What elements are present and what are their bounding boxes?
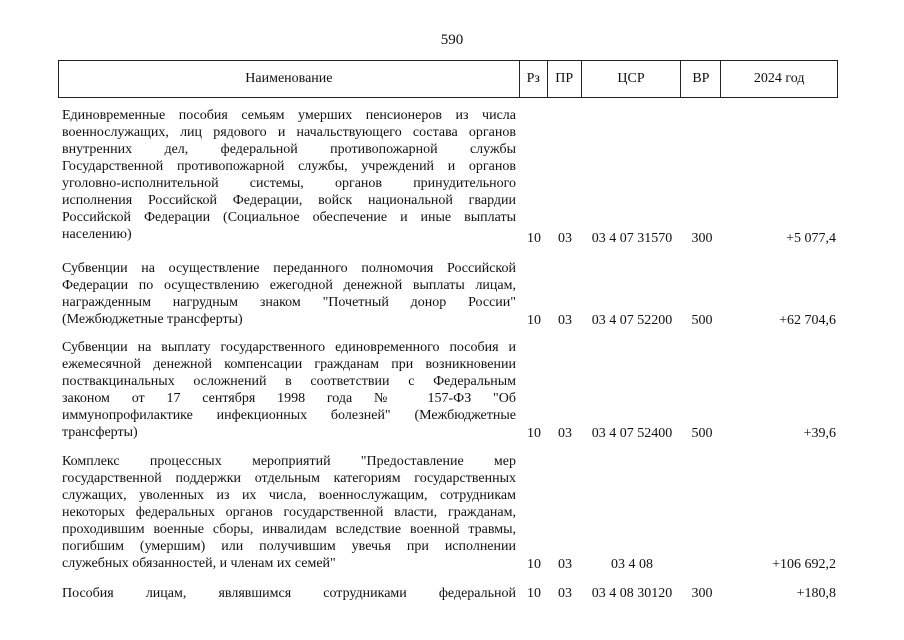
row-name-line: поствакцинальных осложнений в соответствии с Федеральным [62,374,516,389]
row-vr: 300 [691,231,713,246]
table-row [58,107,838,247]
row-rz: 10 [527,426,541,441]
row-pr: 03 [558,313,572,328]
table-header [58,60,838,98]
row-name-line: внутренних дел, федеральной противопожарной службы [62,142,516,157]
row-rz: 10 [527,557,541,572]
table-row [58,585,838,602]
row-name-line: (Межбюджетные трансферты) [62,312,243,327]
row-amount: +62 704,6 [779,313,836,328]
row-amount: +106 692,2 [772,557,836,572]
table-row [58,339,838,442]
table-row [58,260,838,329]
row-name-line: ежемесячной денежной компенсации гражданам при возникновении [62,357,516,372]
row-name-line: Федерации по осуществлению ежегодной денежной выплаты лицам, [62,278,516,293]
row-pr: 03 [558,426,572,441]
row-csr: 03 4 07 52400 [591,426,673,441]
row-name-line: Единовременные пособия семьям умерших пенсионеров из числа [62,108,516,123]
header-csr: ЦСР [582,61,682,97]
row-vr: 500 [691,313,713,328]
row-name [62,453,516,572]
header-vr: ВР [681,61,721,97]
row-vr: 300 [691,586,713,601]
row-name-line: служащих, уволенных из их числа, военнослужащим, сотрудникам [62,488,516,503]
row-rz: 10 [527,586,541,601]
header-name: Наименование [59,61,520,97]
row-name-line: Пособия лицам, являвшимся сотрудниками федеральной [62,586,516,601]
row-name [62,339,516,441]
row-vr: 500 [691,426,713,441]
row-csr: 03 4 08 30120 [591,586,673,601]
row-name-line: уголовно-исполнительной системы, органов принудительного [62,176,516,191]
row-amount: +39,6 [803,426,836,441]
row-name-line: Субвенции на выплату государственного единовременного пособия и [62,340,516,355]
row-name-line: трансферты) [62,425,138,440]
page-number: 590 [440,32,464,48]
row-rz: 10 [527,231,541,246]
row-name [62,107,516,243]
row-pr: 03 [558,557,572,572]
row-csr: 03 4 07 31570 [591,231,673,246]
row-name-line: погибшим (умершим) или получившим увечья при исполнении [62,539,516,554]
header-rz: Рз [520,61,548,97]
row-name-line: Комплекс процессных мероприятий "Предоставление мер [62,454,516,469]
row-name-line: проходившим военные сборы, инвалидам вследствие военной травмы, [62,522,516,537]
row-name-line: исполнения Российской Федерации, войск национальной гвардии [62,193,516,208]
row-csr: 03 4 08 [611,557,653,572]
row-name [62,585,516,602]
row-name-line: некоторых федеральных органов государственной власти, гражданам, [62,505,516,520]
row-name-line: военнослужащих, лиц рядового и начальствующего состава органов [62,125,516,140]
row-name-line: законом от 17 сентября 1998 года № 157-ФЗ "Об [62,391,516,406]
row-name-line: награжденным нагрудным знаком "Почетный донор России" [62,295,516,310]
table-row [58,453,838,573]
row-name-line: населению) [62,227,132,242]
row-name-line: Государственной противопожарной службы, учреждений и органов [62,159,516,174]
row-pr: 03 [558,586,572,601]
row-pr: 03 [558,231,572,246]
row-csr: 03 4 07 52200 [591,313,673,328]
row-name [62,260,516,328]
header-year: 2024 год [753,71,805,86]
row-amount: +5 077,4 [786,231,836,246]
row-name-line: Субвенции на осуществление переданного полномочия Российской [62,261,516,276]
row-name-line: служебных обязанностей, и членам их семей" [62,556,336,571]
row-name-line: иммунопрофилактике инфекционных болезней" (Межбюджетные [62,408,516,423]
row-rz: 10 [527,313,541,328]
row-amount: +180,8 [796,586,836,601]
row-name-line: Российской Федерации (Социальное обеспечение и иные выплаты [62,210,516,225]
row-name-line: государственной поддержки отдельным категориям государственных [62,471,516,486]
header-pr: ПР [548,61,582,97]
